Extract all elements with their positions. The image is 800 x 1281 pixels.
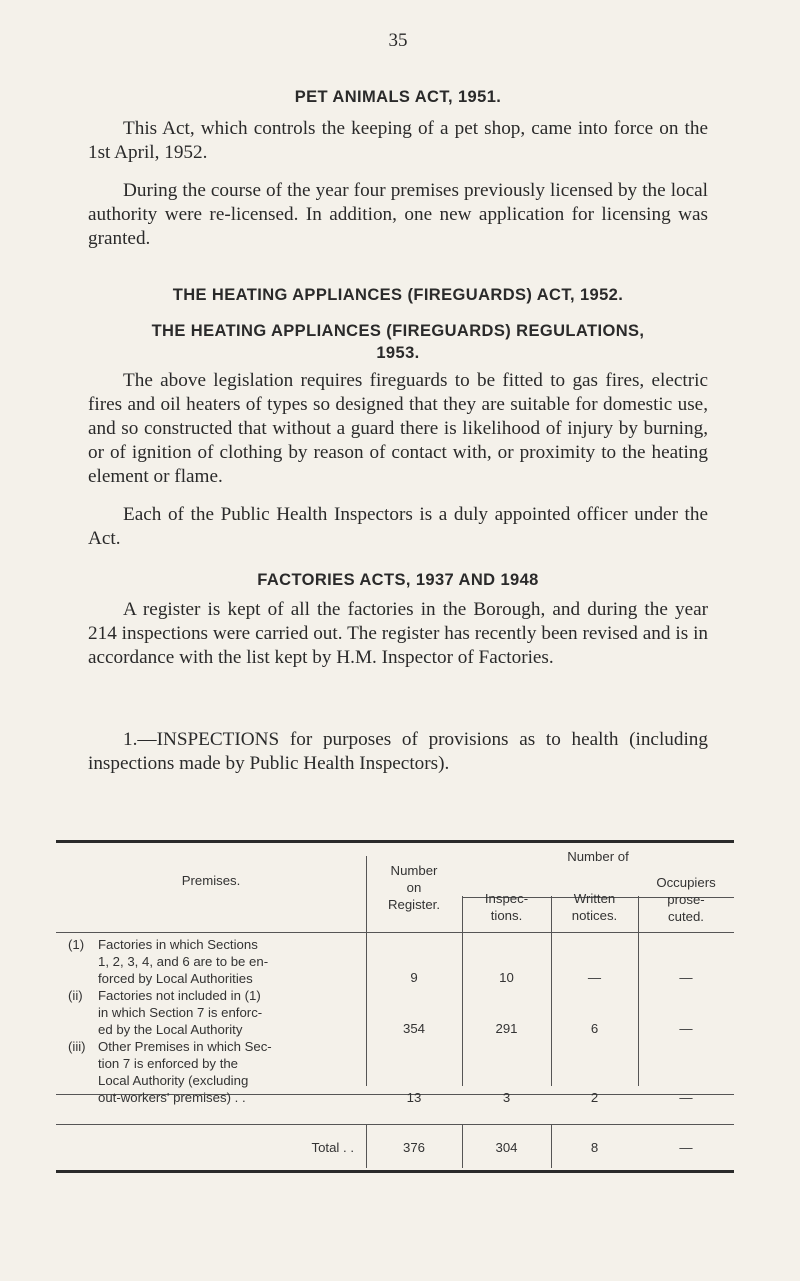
table-row: (iii) Other Premises in which Sec- tion 7 is enforced by the Local Authority (excluding out-workers' premises) . . xyxy=(68,1039,272,1105)
header-prosecuted-2: prose- xyxy=(667,892,705,907)
row-3-register: 13 xyxy=(406,1090,422,1105)
row-2-prosecuted: — xyxy=(679,1021,693,1036)
row-1-prosecuted: — xyxy=(679,970,693,985)
row-3-inspections: 3 xyxy=(502,1090,511,1105)
header-notices-1: Written xyxy=(573,891,616,906)
row-1-register: 9 xyxy=(410,970,418,985)
header-number-of: Number of xyxy=(567,849,629,864)
heating-regulations-heading-line-2: 1953. xyxy=(376,344,420,362)
total-notices: 8 xyxy=(590,1140,599,1155)
page-number: 35 xyxy=(388,30,408,51)
header-prosecuted-3: cuted. xyxy=(668,909,704,924)
header-inspections-2: tions. xyxy=(490,908,523,923)
factories-para-1: A register is kept of all the factories in the Borough, and during the year 214 inspections were carried out. The register has recently been revised and is in accordance with the list kept by H.M. Inspector of Factories. xyxy=(88,599,708,668)
factories-heading: FACTORIES ACTS, 1937 AND 1948 xyxy=(257,571,539,589)
heating-para-1: The above legislation requires fireguards to be fitted to gas fires, electric fires and oil heaters of types so designed that they are suitable for domestic use, and so constructed that without a guard there is likelihood of injury by burning, or of ignition of clothing by reason of contact with, or proximity to the heating element or flame. xyxy=(88,370,708,487)
row-3-notices: 2 xyxy=(590,1090,599,1105)
total-register: 376 xyxy=(402,1140,425,1155)
table-row: (1) Factories in which Sections 1, 2, 3, 4, and 6 are to be en- forced by Local Authorities xyxy=(68,937,269,986)
header-prosecuted-1: Occupiers xyxy=(656,875,716,890)
factories-para-2: 1.—INSPECTIONS for purposes of provisions as to health (including inspections made by Public Health Inspectors). xyxy=(88,729,708,774)
row-1-notices: — xyxy=(587,970,602,985)
total-prosecuted: — xyxy=(679,1140,693,1155)
pet-animals-para-1: This Act, which controls the keeping of a pet shop, came into force on the 1st April, 1952. xyxy=(88,118,708,163)
table-bottom-rule xyxy=(56,1170,734,1173)
row-2-inspections: 291 xyxy=(495,1021,518,1036)
pet-animals-heading: PET ANIMALS ACT, 1951. xyxy=(294,88,502,106)
row-2-register: 354 xyxy=(402,1021,425,1036)
table-row: (ii) Factories not included in (1) in which Section 7 is enforc- ed by the Local Authority xyxy=(68,988,263,1037)
row-2-notices: 6 xyxy=(590,1021,599,1036)
heating-para-2: Each of the Public Health Inspectors is a duly appointed officer under the Act. xyxy=(88,504,708,549)
total-label: Total . . xyxy=(311,1140,354,1155)
heating-regulations-heading-line-1: THE HEATING APPLIANCES (FIREGUARDS) REGULATIONS, xyxy=(151,322,645,340)
total-inspections: 304 xyxy=(495,1140,518,1155)
pet-animals-para-2: During the course of the year four premises previously licensed by the local authority were re-licensed. In addition, one new application for licensing was granted. xyxy=(88,180,708,249)
header-inspections-1: Inspec- xyxy=(484,891,529,906)
header-register-3: Register. xyxy=(387,897,441,912)
header-premises: Premises. xyxy=(181,873,241,888)
row-3-prosecuted: — xyxy=(679,1090,693,1105)
header-notices-2: notices. xyxy=(571,908,618,923)
header-register-2: on xyxy=(406,880,422,895)
row-1-inspections: 10 xyxy=(499,970,514,985)
heating-act-heading: THE HEATING APPLIANCES (FIREGUARDS) ACT, 1952. xyxy=(172,286,624,304)
table-top-rule xyxy=(56,840,734,843)
header-register-1: Number xyxy=(390,863,438,878)
